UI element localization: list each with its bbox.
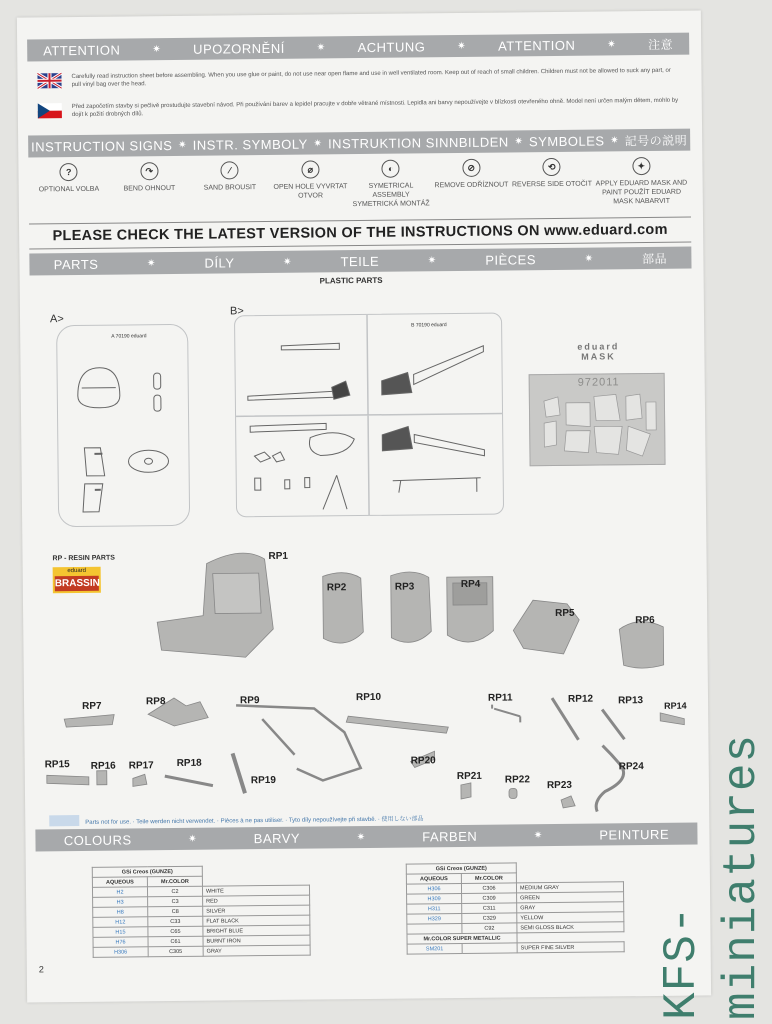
star-icon: ✷: [584, 253, 594, 265]
rp11-shape: [492, 704, 520, 722]
mrcolor-header: Mr.COLOR: [147, 876, 202, 887]
rp24-label: RP24: [618, 761, 644, 773]
rp6-label: RP6: [635, 614, 655, 627]
sprue-a-label: A>: [49, 313, 64, 326]
color-row: H306 C305 GRAY: [93, 945, 310, 957]
parts-de: TEILE: [340, 253, 380, 269]
color-row: H306 C306 MEDIUM GRAY: [406, 882, 623, 894]
sign-sand: [189, 161, 270, 211]
signs-fr: SYMBOLES: [528, 132, 605, 149]
rp24-shape: [596, 745, 624, 811]
rp3-label: RP3: [394, 581, 415, 593]
sprue-b-parts-icon: [235, 314, 503, 517]
star-icon: ✷: [427, 254, 437, 266]
star-icon: ✷: [146, 257, 156, 269]
optional-icon: ?: [60, 163, 78, 181]
rp21-shape: [461, 783, 471, 799]
attention-jp: 注意: [647, 37, 674, 52]
parts-bar: [29, 247, 691, 276]
rp9-label: RP9: [239, 695, 260, 707]
rp15-shape: [47, 775, 89, 785]
signs-bar: [28, 129, 690, 158]
parts-fr: PIÈCES: [485, 251, 537, 268]
parts-jp: 部品: [641, 251, 668, 266]
sign-label: REVERSE SIDE OTOČIT: [511, 180, 593, 189]
brand-header: GSi Creos (GUNZE): [92, 866, 202, 877]
colours-bar: [35, 823, 697, 852]
color-row: H311 C311 GRAY: [407, 902, 624, 914]
star-icon: ✷: [457, 40, 467, 52]
sign-bend: [109, 162, 190, 212]
metallic-header: Mr.COLOR SUPER METALLIC: [407, 933, 517, 944]
aqueous-header: AQUEOUS: [92, 877, 147, 888]
bend-icon: ↷: [140, 162, 158, 180]
rp7-shape: [64, 715, 114, 728]
rp7-label: RP7: [82, 700, 102, 712]
reverse-side-icon: ⟲: [543, 158, 561, 176]
signs-jp: 記号の説明: [624, 133, 688, 148]
rp15-label: RP15: [44, 759, 70, 771]
star-icon: ✷: [188, 833, 198, 845]
mrcolor-header: Mr.COLOR: [461, 873, 516, 884]
rp23-shape: [561, 796, 575, 808]
rp13-label: RP13: [617, 695, 644, 707]
open-hole-icon: ⌀: [301, 160, 319, 178]
czech-flag-icon: [38, 103, 62, 118]
color-row: H2 C2 WHITE: [92, 885, 309, 897]
brand-header: GSi Creos (GUNZE): [406, 863, 516, 874]
star-icon: ✷: [607, 38, 617, 50]
color-row: H309 C309 GREEN: [407, 892, 624, 904]
rp1-label: RP1: [268, 550, 289, 563]
brassin-logo-bottom: BRASSIN: [54, 577, 100, 590]
plastic-parts-title: PLASTIC PARTS: [319, 275, 383, 286]
attention-en: ATTENTION: [43, 42, 121, 58]
rp10-shape: [346, 715, 448, 734]
sign-label: REMOVE ODŘÍZNOUT: [434, 181, 509, 190]
symmetrical-assembly-icon: ◐: [382, 160, 400, 178]
resin-parts-drawing: [22, 528, 709, 815]
brassin-logo-top: eduard: [67, 567, 87, 575]
rp14-label: RP14: [664, 700, 687, 711]
mask-code: 972011: [577, 376, 620, 389]
rp18-shape: [165, 776, 213, 787]
colours-en: COLOURS: [63, 831, 132, 848]
sign-reverse: [511, 158, 592, 208]
instruction-page: [17, 10, 711, 1002]
sign-label: BEND OHNOUT: [123, 184, 176, 193]
color-row: H3 C3 RED: [93, 895, 310, 907]
star-icon: ✷: [178, 139, 188, 151]
rp5-label: RP5: [555, 607, 575, 620]
rp11-label: RP11: [487, 692, 513, 704]
rp2-label: RP2: [326, 582, 347, 594]
colours-cz: BARVY: [253, 830, 301, 846]
color-row: H8 C8 SILVER: [93, 905, 310, 917]
uk-flag-icon: [37, 73, 61, 88]
rp22-shape: [509, 788, 517, 798]
signs-row: [28, 157, 690, 213]
sign-open-hole: [270, 160, 351, 210]
colours-de: FARBEN: [422, 828, 478, 844]
rp21-label: RP21: [456, 770, 482, 783]
rp13-shape: [602, 709, 624, 739]
sign-remove: [431, 158, 512, 208]
latest-version-banner: PLEASE CHECK THE LATEST VERSION OF THE INSTRUCTIONS ON www.eduard.com: [29, 217, 691, 250]
sprue-b: [234, 313, 504, 518]
mask-title: eduard MASK: [577, 341, 620, 362]
sand-icon: ∕: [221, 161, 239, 179]
attention-text-cz: Před započetím stavby si pečlivě prostudujte stavební návod. Při používání barev a lepidel pracujte v dobře větrané místnosti. Lepidla ani barvy nepoužívejte v blízkosti otevřeného ohně. Model není určen malým dětem, mohlo by dojít k požití drobných dílů.: [71, 97, 679, 119]
rp12-label: RP12: [567, 693, 594, 705]
star-icon: ✷: [514, 135, 524, 147]
sprue-b-label: B>: [229, 305, 244, 318]
attention-de: ACHTUNG: [357, 38, 426, 55]
attention-cz-row: [38, 97, 682, 120]
rp10-label: RP10: [355, 691, 382, 704]
color-row: H76 C61 BURNT IRON: [93, 935, 310, 947]
rp22-label: RP22: [504, 774, 530, 786]
colours-fr: PEINTURE: [599, 826, 670, 843]
eduard-mask-icon: ✦: [632, 157, 650, 175]
signs-en: INSTRUCTION SIGNS: [30, 137, 173, 154]
sprue-a-tag: A 70190 eduard: [111, 333, 147, 340]
sign-optional: [28, 163, 109, 213]
signs-de: INSTRUKTION SINNBILDEN: [327, 133, 509, 151]
signs-cz: INSTR. SYMBOLY: [192, 136, 308, 153]
rp20-label: RP20: [410, 755, 436, 767]
remove-icon: ⊘: [462, 159, 480, 177]
mask-frame: [529, 373, 666, 466]
star-icon: ✷: [356, 831, 366, 843]
color-table-left: [92, 865, 311, 958]
sign-symmetrical: [350, 159, 431, 209]
rp16-shape: [97, 771, 107, 785]
sign-label: OPEN HOLE VYVRTAT OTVOR: [273, 183, 348, 200]
star-icon: ✷: [313, 137, 323, 150]
parts-en: PARTS: [53, 256, 99, 272]
rp16-label: RP16: [90, 760, 116, 772]
rp17-label: RP17: [128, 760, 154, 772]
color-row: SM201 SUPER FINE SILVER: [407, 942, 624, 954]
watermark: KFS-miniatures: [656, 733, 768, 1020]
attention-en-row: [37, 67, 681, 90]
rp8-label: RP8: [145, 696, 166, 708]
unused-parts-legend: Parts not for use. · Teile werden nicht verwendet. · Pièces à ne pas utiliser. · Tyto díly nepoužívejte při stavbě. · 使用しない部品: [85, 816, 424, 826]
sign-mask: [592, 157, 691, 207]
star-icon: ✷: [282, 256, 292, 268]
sprue-a-parts-icon: [57, 325, 189, 526]
rp18-label: RP18: [176, 757, 202, 769]
sprue-a: [56, 324, 190, 527]
mask-pieces-icon: [530, 374, 665, 465]
resin-parts-title: RP - RESIN PARTS: [52, 554, 115, 563]
sign-label: SYMETRICAL ASSEMBLY SYMETRICKÁ MONTÁŽ: [352, 182, 430, 209]
attention-fr: ATTENTION: [498, 37, 576, 54]
attention-text-en: Carefully read instruction sheet before assembling. When you use glue or paint, do not use near open flame and use in well ventilated room. Keep out of reach of small children. Children must not be allowed to suck any part, or pull vinyl bag over the head.: [71, 67, 671, 89]
sign-label: OPTIONAL VOLBA: [38, 185, 100, 194]
color-row: H15 C65 BRIGHT BLUE: [93, 925, 310, 937]
unused-parts-swatch: [49, 815, 79, 826]
star-icon: ✷: [316, 41, 326, 53]
rp17-shape: [133, 774, 147, 786]
aqueous-header: AQUEOUS: [406, 874, 461, 885]
eduard-mask-sheet: [528, 341, 663, 462]
rp23-label: RP23: [546, 779, 573, 792]
parts-cz: DÍLY: [204, 254, 235, 271]
sprue-b-tag: B 70190 eduard: [411, 322, 447, 329]
rp9-shape: [236, 704, 361, 781]
attention-bar: [27, 33, 689, 62]
color-row: H329 C329 YELLOW: [407, 912, 624, 924]
rp4-label: RP4: [460, 578, 481, 590]
color-table-right: [406, 861, 625, 954]
star-icon: ✷: [533, 829, 543, 841]
rp19-label: RP19: [250, 774, 276, 787]
color-row: H12 C33 FLAT BLACK: [93, 915, 310, 927]
page-number: 2: [38, 964, 44, 975]
attention-cz: UPOZORNĚNÍ: [193, 40, 285, 57]
star-icon: ✷: [152, 43, 162, 55]
sign-label: SAND BROUSIT: [203, 184, 257, 192]
star-icon: ✷: [610, 134, 620, 146]
color-row: C92 SEMI GLOSS BLACK: [407, 922, 624, 934]
sign-label: APPLY EDUARD MASK AND PAINT POUŽÍT EDUARD MASK NABARVIT: [595, 179, 688, 206]
rp19-shape: [233, 753, 245, 793]
